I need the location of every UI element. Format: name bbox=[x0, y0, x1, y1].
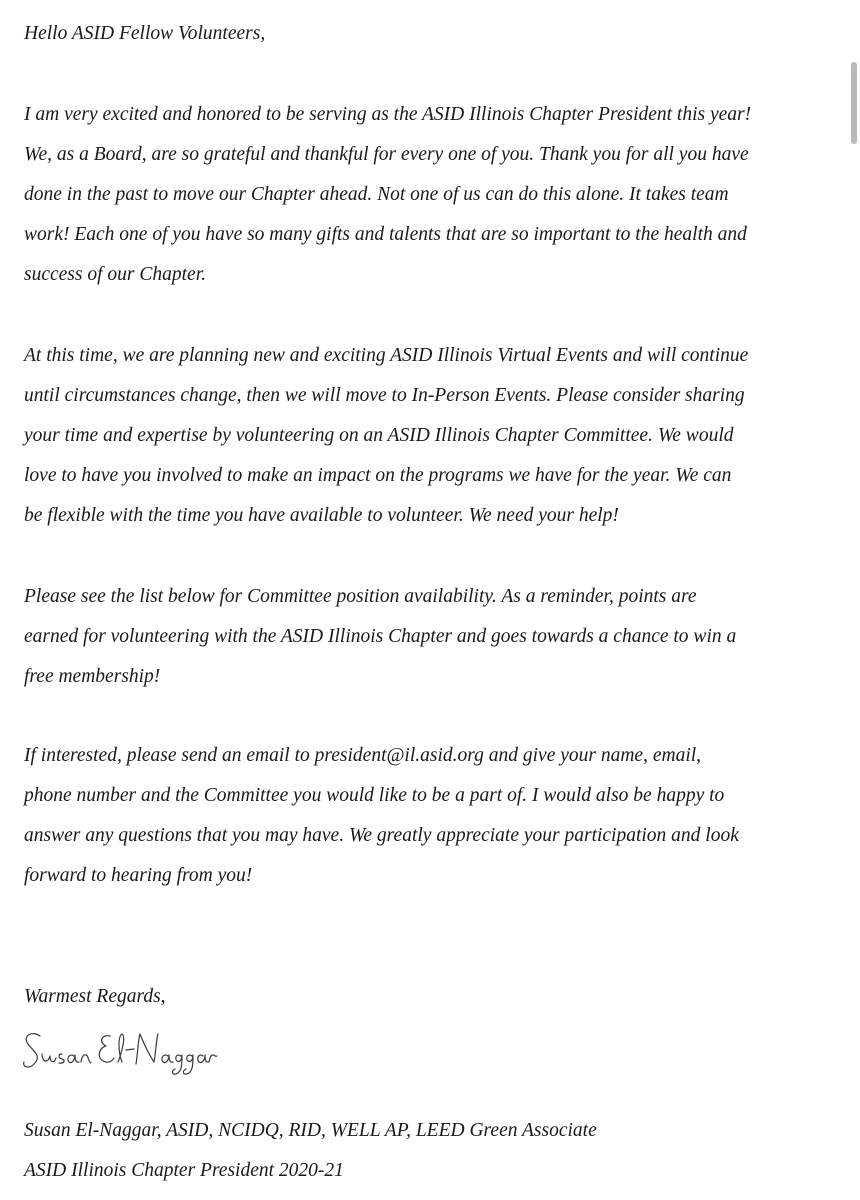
handwritten-signature bbox=[18, 1022, 218, 1078]
paragraph-line: forward to hearing from you! bbox=[24, 865, 253, 886]
signer-name: Susan El-Naggar, ASID, NCIDQ, RID, WELL AP, LEED Green Associate bbox=[24, 1120, 597, 1141]
paragraph-line: love to have you involved to make an impact on the programs we have for the year. We can bbox=[24, 465, 732, 486]
greeting: Hello ASID Fellow Volunteers, bbox=[24, 23, 266, 44]
paragraph-line: answer any questions that you may have. We greatly appreciate your participation and look bbox=[24, 825, 739, 846]
paragraph-line: free membership! bbox=[24, 666, 161, 687]
paragraph-line: success of our Chapter. bbox=[24, 264, 206, 285]
scrollbar-thumb[interactable] bbox=[851, 62, 857, 144]
paragraph-line: be flexible with the time you have available to volunteer. We need your help! bbox=[24, 505, 619, 526]
closing: Warmest Regards, bbox=[24, 986, 166, 1007]
paragraph-line: I am very excited and honored to be serving as the ASID Illinois Chapter President this year! bbox=[24, 104, 752, 125]
paragraph-line: If interested, please send an email to president@il.asid.org and give your name, email, bbox=[24, 745, 702, 766]
paragraph-line: work! Each one of you have so many gifts and talents that are so important to the health and bbox=[24, 224, 747, 245]
paragraph-line: We, as a Board, are so grateful and thankful for every one of you. Thank you for all you have bbox=[24, 144, 749, 165]
paragraph-line: done in the past to move our Chapter ahead. Not one of us can do this alone. It takes team bbox=[24, 184, 729, 205]
paragraph-line: until circumstances change, then we will move to In-Person Events. Please consider sharing bbox=[24, 385, 745, 406]
paragraph-line: earned for volunteering with the ASID Illinois Chapter and goes towards a chance to win a bbox=[24, 626, 737, 647]
paragraph-line: phone number and the Committee you would like to be a part of. I would also be happy to bbox=[24, 785, 725, 806]
signer-title: ASID Illinois Chapter President 2020-21 bbox=[24, 1160, 344, 1181]
vertical-scrollbar[interactable] bbox=[846, 0, 860, 1200]
paragraph-line: Please see the list below for Committee position availability. As a reminder, points are bbox=[24, 586, 697, 607]
paragraph-line: your time and expertise by volunteering on an ASID Illinois Chapter Committee. We would bbox=[24, 425, 734, 446]
paragraph-line: At this time, we are planning new and exciting ASID Illinois Virtual Events and will continue bbox=[24, 345, 749, 366]
